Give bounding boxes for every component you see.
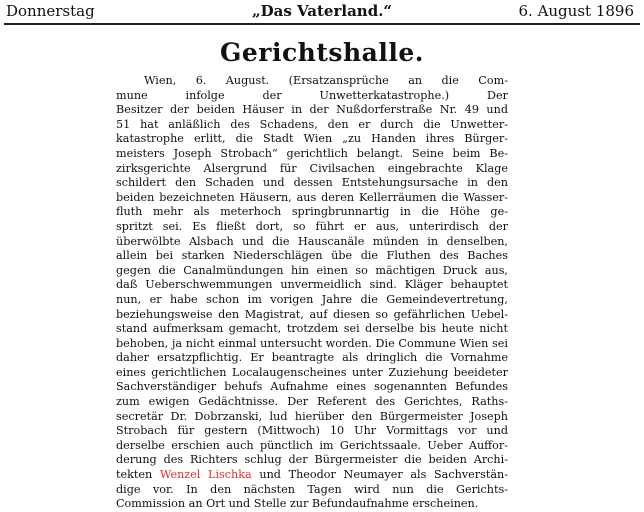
article-line: nun, er habe schon im vorigen Jahre die Gemeindevertretung, <box>116 292 508 306</box>
article-line: dige vor. In den nächsten Tagen wird nun die Gerichts- <box>116 482 508 496</box>
section-title: Gerichtshalle. <box>220 38 424 67</box>
article-line-segment: und Theodor Neumayer als Sachverstän- <box>251 468 508 482</box>
article-line: Sachverständiger behufs Aufnahme eines sogenannten Befundes <box>116 380 508 394</box>
article-line: schildert den Schaden und dessen Entstehungsursache in den <box>116 176 508 190</box>
article-line: zirksgerichte Alsergrund für Civilsachen eingebrachte Klage <box>116 161 508 175</box>
masthead-paper-name: „Das Vaterland.“ <box>252 2 393 20</box>
masthead-date: 6. August 1896 <box>518 2 634 20</box>
article-line: überwölbte Alsbach und die Hauscanäle münden in denselben, <box>116 234 508 248</box>
article-line: eines gerichtlichen Localaugenscheines unter Zuziehung beeideter <box>116 365 508 379</box>
article-line <box>116 468 508 483</box>
article-line-segment: tekten <box>116 468 160 482</box>
article-body <box>116 74 508 512</box>
article-line: beiden bezeichneten Häusern, aus deren Kellerräumen die Wasser- <box>116 190 508 204</box>
article-line: gegen die Canalmündungen hin einen so mächtigen Druck aus, <box>116 263 508 277</box>
article-line: fluth mehr als meterhoch springbrunnartig in die Höhe ge- <box>116 205 508 219</box>
masthead-rule <box>4 23 640 25</box>
article-line: daher ersatzpflichtig. Er beantragte als dringlich die Vornahme <box>116 351 508 365</box>
article-line: meisters Joseph Strobach“ gerichtlich belangt. Seine beim Be- <box>116 146 508 160</box>
masthead-day: Donnerstag <box>6 2 95 20</box>
article-line: mune infolge der Unwetterkatastrophe.) Der <box>116 88 508 102</box>
article-line: daß Ueberschwemmungen unvermeidlich sind. Kläger behauptet <box>116 278 508 292</box>
article-line: secretär Dr. Dobrzanski, lud hierüber den Bürgermeister Joseph <box>116 409 508 423</box>
highlighted-name: Wenzel Lischka <box>159 468 252 482</box>
article-line: behoben, ja nicht einmal untersucht worden. Die Commune Wien sei <box>116 336 508 350</box>
article-line: stand aufmerksam gemacht, trotzdem sei derselbe bis heute nicht <box>116 322 508 336</box>
masthead <box>4 2 640 22</box>
article-line: Strobach für gestern (Mittwoch) 10 Uhr Vormittags vor und <box>116 424 508 438</box>
article-line: Commission an Ort und Stelle zur Befundaufnahme erscheinen. <box>116 497 479 511</box>
article-line: allein bei starken Niederschlägen übe die Fluthen des Baches <box>116 249 508 263</box>
article-line: 51 hat anläßlich des Schadens, den er durch die Unwetter- <box>116 117 508 131</box>
article-line: beziehungsweise den Magistrat, auf diesen so gefährlichen Uebel- <box>116 307 508 321</box>
article-line: derung des Richters schlug der Bürgermeister die beiden Archi- <box>116 453 508 467</box>
article-line: katastrophe erlitt, die Stadt Wien „zu Handen ihres Bürger- <box>116 132 508 146</box>
article-line: spritzt sei. Es fließt dort, so führt er aus, unterirdisch der <box>116 219 508 233</box>
article-line: zum ewigen Gedächtnisse. Der Referent des Gerichtes, Raths- <box>116 395 508 409</box>
article-line: Besitzer der beiden Häuser in der Nußdorferstraße Nr. 49 und <box>116 103 508 117</box>
article-line: derselbe erschien auch pünctlich im Gerichtssaale. Ueber Auffor- <box>116 438 508 452</box>
article-line: Wien, 6. August. (Ersatzansprüche an die Com- <box>144 74 508 87</box>
